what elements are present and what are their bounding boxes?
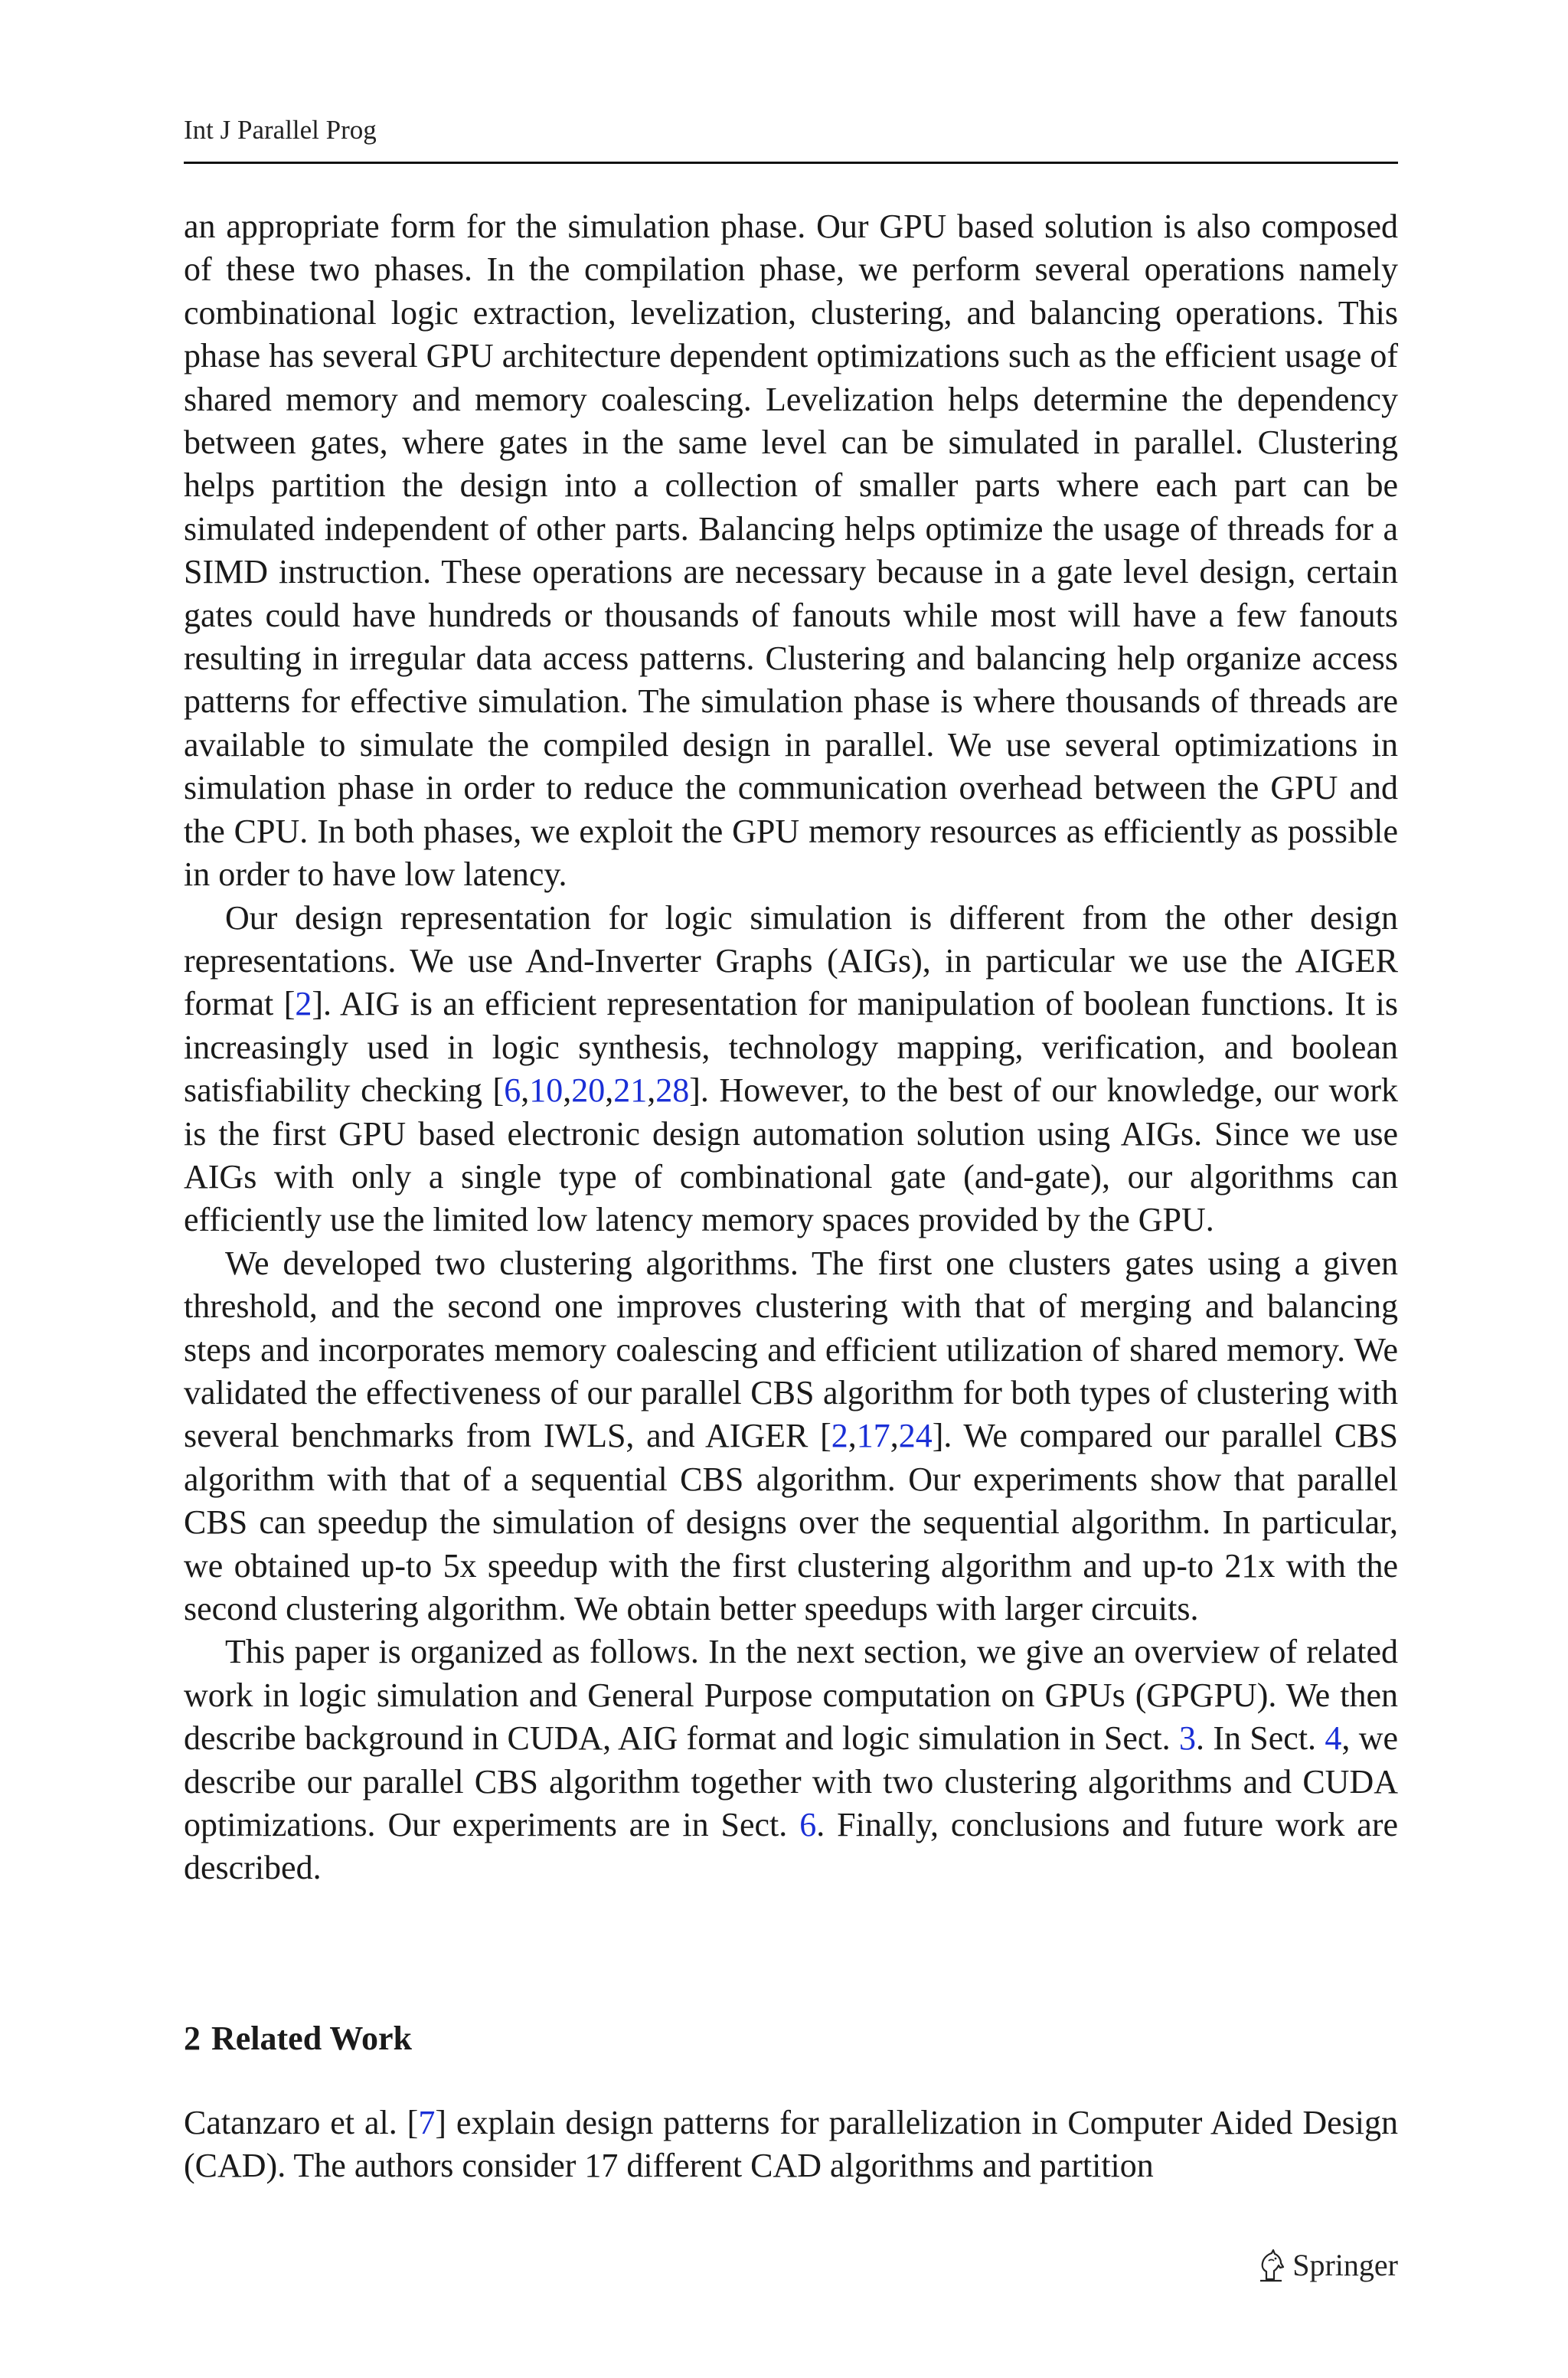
citation-link[interactable]: 2: [831, 1417, 848, 1455]
header-rule: [184, 162, 1398, 164]
text-run: Catanzaro et al. [: [184, 2104, 419, 2141]
citation-link[interactable]: 10: [529, 1071, 564, 1110]
section-title: Related Work: [211, 2020, 412, 2057]
text-run: ]. We compared our parallel CBS algorithm with that of a sequential CBS algorithm. Our experiments show that parallel CBS can speedup the simulation of designs over the sequential algorithm. In particular, we obtained up-to 5x speedup with the first clustering algorithm and up-to 21x with the second clustering algorithm. We obtain better speedups with larger circuits.: [184, 1417, 1399, 1627]
text-run: ] explain design patterns for parallelization in Computer Aided Design (CAD). The authors consider 17 different CAD algorithms and partition: [184, 2104, 1398, 2185]
text-run: This paper is organized as follows. In the next section, we give an overview of related work in logic simulation and General Purpose computation on GPUs (GPGPU). We then describe background in CUDA, AIG format and logic simulation in Sect.: [184, 1633, 1398, 1758]
text-run: We developed two clustering algorithms. The first one clusters gates using a given threshold, and the second one improves clustering with that of merging and balancing steps and incorporates memory coalescing and efficient utilization of shared memory. We validated the effectiveness of our parallel CBS algorithm for both types of clustering with several benchmarks from IWLS, and AIGER [: [184, 1244, 1398, 1455]
citation-link[interactable]: 17: [856, 1417, 890, 1455]
citation-link[interactable]: 4: [1325, 1719, 1342, 1758]
text-run: ,: [890, 1417, 899, 1455]
text-run: . In Sect.: [1196, 1719, 1325, 1758]
citation-link[interactable]: 6: [504, 1071, 521, 1110]
springer-horse-icon: [1256, 2249, 1286, 2282]
document-page: [184, 0, 1398, 2378]
section-body: [184, 2102, 1398, 2188]
citation-link[interactable]: 2: [295, 985, 312, 1023]
text-run: . Finally, conclusions and future work are described.: [184, 1806, 1399, 1887]
section-heading-related-work: [184, 2017, 412, 2060]
text-run: ,: [563, 1071, 572, 1110]
text-run: ,: [647, 1071, 656, 1110]
citation-link[interactable]: 3: [1179, 1719, 1197, 1758]
citation-link[interactable]: 7: [418, 2104, 436, 2141]
text-run: ]. AIG is an efficient representation for manipulation of boolean functions. It is increasingly used in logic synthesis, technology mapping, verification, and boolean satisfiability checking [: [184, 985, 1399, 1110]
citation-link[interactable]: 20: [571, 1071, 606, 1110]
publisher-name: Springer: [1292, 2248, 1398, 2282]
body-text: [184, 205, 1398, 1890]
citation-link[interactable]: 21: [613, 1071, 648, 1110]
paragraph-clustering-algorithms: [184, 1242, 1398, 1631]
text-run: ,: [848, 1417, 857, 1455]
running-head: Int J Parallel Prog: [184, 115, 377, 145]
paragraph-design-representation: [184, 897, 1398, 1242]
citation-link[interactable]: 6: [799, 1806, 817, 1844]
text-run: an appropriate form for the simulation phase. Our GPU based solution is also composed of these two phases. In the compilation phase, we perform several operations namely combinational logic extraction, levelization, clustering, and balancing operations. This phase has several GPU architecture dependent optimizations such as the efficient usage of shared memory and memory coalescing. Levelization helps determine the dependency between gates, where gates in the same level can be simulated in parallel. Clustering helps partition the design into a collection of smaller parts where each part can be simulated independent of other parts. Balancing helps optimize the usage of threads for a SIMD instruction. These operations are necessary because in a gate level design, certain gates could have hundreds or thousands of fanouts while most will have a few fanouts resulting in irregular data access patterns. Clustering and balancing help organize access patterns for effective simulation. The simulation phase is where thousands of threads are available to simulate the compiled design in parallel. We use several optimizations in simulation phase in order to reduce the communication overhead between the GPU and the CPU. In both phases, we exploit the GPU memory resources as efficiently as possible in order to have low latency.: [184, 208, 1398, 894]
paragraph-paper-organization: [184, 1631, 1398, 1889]
text-run: ,: [605, 1071, 614, 1110]
paragraph-related-work: [184, 2102, 1398, 2188]
citation-link[interactable]: 24: [898, 1417, 933, 1455]
paragraph-compilation-phases: [184, 205, 1398, 897]
section-number: 2: [184, 2020, 201, 2057]
text-run: ,: [521, 1071, 530, 1110]
text-run: ]. However, to the best of our knowledge, our work is the first GPU based electronic design automation solution using AIGs. Since we use AIGs with only a single type of combinational gate (and-gate), our algorithms can efficiently use the limited low latency memory spaces provided by the GPU.: [184, 1071, 1398, 1239]
publisher-logo: [1256, 2247, 1398, 2284]
citation-link[interactable]: 28: [655, 1071, 690, 1110]
text-run: , we describe our parallel CBS algorithm together with two clustering algorithms and CUDA optimizations. Our experiments are in Sect.: [184, 1719, 1398, 1844]
text-run: Our design representation for logic simulation is different from the other design representations. We use And-Inverter Graphs (AIGs), in particular we use the AIGER format [: [184, 898, 1398, 1023]
